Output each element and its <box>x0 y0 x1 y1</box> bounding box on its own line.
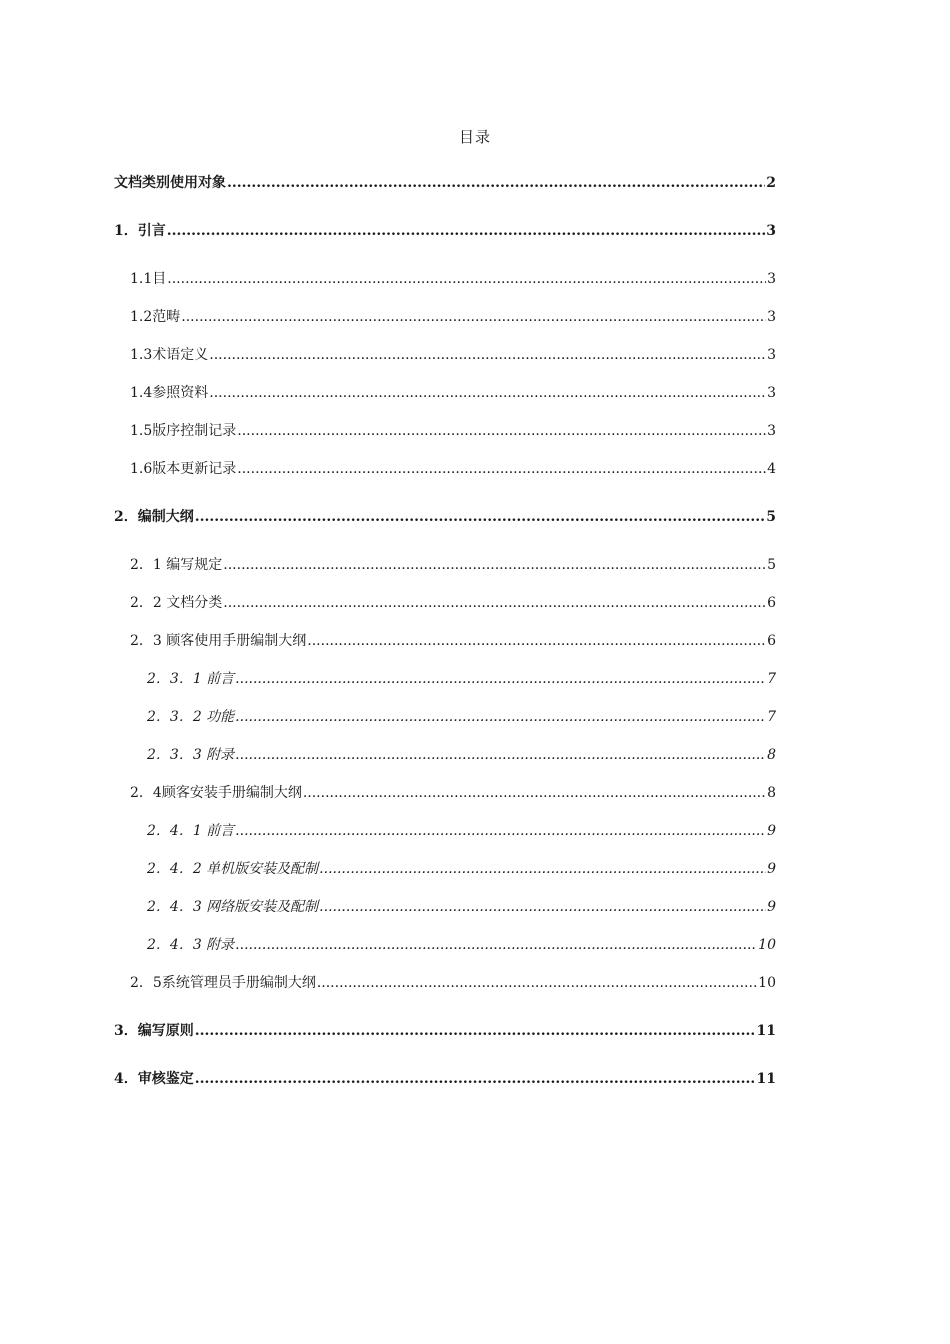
toc-entry-label: 2．4．3 附录 <box>147 937 235 953</box>
toc-entry[interactable] <box>114 590 776 628</box>
toc-entry-label: 文档类别使用对象 <box>114 175 226 191</box>
toc-entry-label: 2．3．1 前言 <box>147 671 235 687</box>
dot-leader <box>303 780 766 806</box>
toc-entry[interactable] <box>114 304 776 342</box>
dot-leader <box>209 342 766 368</box>
toc-entry[interactable] <box>114 218 776 266</box>
toc-list <box>114 170 776 1114</box>
dot-leader <box>195 504 766 530</box>
toc-entry[interactable] <box>114 342 776 380</box>
toc-entry-label: 1.2范畴 <box>130 309 181 325</box>
toc-entry-page: 8 <box>767 785 776 801</box>
toc-entry-page: 11 <box>756 1071 776 1087</box>
toc-entry-label: 3．编写原则 <box>114 1023 194 1039</box>
toc-entry-page: 6 <box>767 633 776 649</box>
toc-entry-label: 1.1目 <box>130 271 167 287</box>
dot-leader <box>235 932 757 958</box>
toc-entry-page: 9 <box>767 861 776 877</box>
dot-leader <box>237 456 766 482</box>
toc-entry-page: 9 <box>767 823 776 839</box>
dot-leader <box>209 380 766 406</box>
toc-entry-label: 1.3术语定义 <box>130 347 209 363</box>
toc-entry-page: 7 <box>767 709 776 725</box>
toc-entry[interactable] <box>114 818 776 856</box>
dot-leader <box>317 970 757 996</box>
toc-entry-label: 2．4．2 单机版安装及配制 <box>147 861 319 877</box>
toc-entry-label: 2．编制大纲 <box>114 509 194 525</box>
toc-entry-page: 3 <box>766 223 776 239</box>
toc-entry[interactable] <box>114 1066 776 1114</box>
toc-entry-label: 1.5版序控制记录 <box>130 423 237 439</box>
toc-entry-label: 1.4参照资料 <box>130 385 209 401</box>
toc-entry-page: 3 <box>767 385 776 401</box>
dot-leader <box>223 590 766 616</box>
toc-entry[interactable] <box>114 932 776 970</box>
toc-entry-label: 1.6版本更新记录 <box>130 461 237 477</box>
dot-leader <box>227 170 765 196</box>
toc-entry-label: 2．3．2 功能 <box>147 709 235 725</box>
dot-leader <box>235 818 766 844</box>
toc-entry-page: 4 <box>767 461 776 477</box>
toc-entry-page: 2 <box>766 175 776 191</box>
toc-title: 目录 <box>458 128 491 146</box>
dot-leader <box>319 856 766 882</box>
toc-entry-page: 7 <box>767 671 776 687</box>
toc-entry-label: 2．4．1 前言 <box>147 823 235 839</box>
toc-entry[interactable] <box>114 266 776 304</box>
toc-entry-page: 3 <box>767 271 776 287</box>
toc-entry-page: 3 <box>767 347 776 363</box>
toc-entry-page: 10 <box>758 975 776 991</box>
toc-entry[interactable] <box>114 780 776 818</box>
dot-leader <box>223 552 766 578</box>
dot-leader <box>195 1018 756 1044</box>
toc-entry[interactable] <box>114 894 776 932</box>
toc-entry[interactable] <box>114 856 776 894</box>
toc-entry[interactable] <box>114 380 776 418</box>
toc-entry-label: 2．4顾客安装手册编制大纲 <box>130 785 302 801</box>
toc-entry-label: 2．2 文档分类 <box>130 595 223 611</box>
toc-entry-label: 2．5系统管理员手册编制大纲 <box>130 975 316 991</box>
toc-entry[interactable] <box>114 970 776 1018</box>
dot-leader <box>237 418 766 444</box>
toc-entry[interactable] <box>114 418 776 456</box>
toc-entry-label: 4．审核鉴定 <box>114 1071 194 1087</box>
toc-entry-label: 2．4．3 网络版安装及配制 <box>147 899 319 915</box>
dot-leader <box>181 304 766 330</box>
toc-entry[interactable] <box>114 1018 776 1066</box>
toc-entry-label: 2．1 编写规定 <box>130 557 223 573</box>
toc-entry-label: 2．3 顾客使用手册编制大纲 <box>130 633 307 649</box>
toc-entry-page: 5 <box>766 509 776 525</box>
dot-leader <box>195 1066 756 1092</box>
dot-leader <box>319 894 766 920</box>
toc-entry-label: 1．引言 <box>114 223 166 239</box>
dot-leader <box>235 666 766 692</box>
toc-entry[interactable] <box>114 742 776 780</box>
toc-entry-page: 9 <box>767 899 776 915</box>
toc-entry[interactable] <box>114 666 776 704</box>
toc-entry[interactable] <box>114 504 776 552</box>
toc-entry[interactable] <box>114 628 776 666</box>
toc-entry-page: 3 <box>767 423 776 439</box>
toc-entry-page: 11 <box>756 1023 776 1039</box>
toc-entry[interactable] <box>114 552 776 590</box>
dot-leader <box>167 266 766 292</box>
toc-entry[interactable] <box>114 704 776 742</box>
dot-leader <box>235 742 766 768</box>
toc-entry-page: 8 <box>767 747 776 763</box>
toc-entry-page: 10 <box>758 937 776 953</box>
toc-entry-page: 6 <box>767 595 776 611</box>
toc-entry-page: 3 <box>767 309 776 325</box>
toc-entry[interactable] <box>114 170 776 218</box>
dot-leader <box>235 704 766 730</box>
toc-entry-label: 2．3．3 附录 <box>147 747 235 763</box>
dot-leader <box>307 628 766 654</box>
dot-leader <box>167 218 766 244</box>
toc-entry-page: 5 <box>767 557 776 573</box>
toc-entry[interactable] <box>114 456 776 504</box>
